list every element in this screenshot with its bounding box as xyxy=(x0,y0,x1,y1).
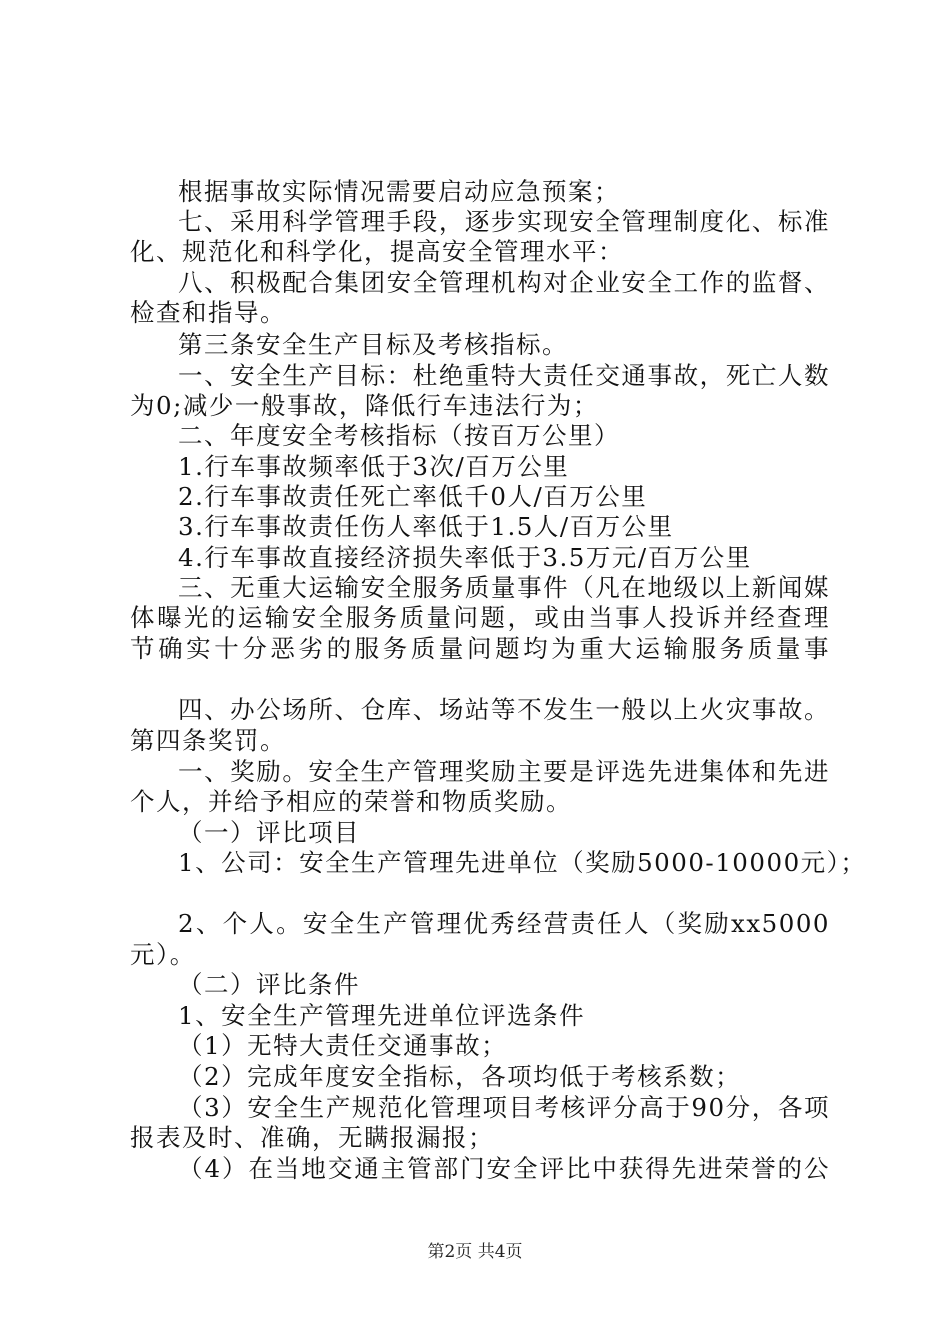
text-line-10: 1.行车事故频率低于3次/百万公里 xyxy=(178,452,570,481)
text-line-11: 2.行车事故责任死亡率低千0人/百万公里 xyxy=(178,482,648,511)
text-line-30: 报表及时、准确，无瞒报漏报； xyxy=(130,1123,494,1152)
text-line-27: （1）无特大责任交通事故； xyxy=(178,1031,508,1060)
text-line-31: （4）在当地交通主管部门安全评比中获得先进荣誉的公 xyxy=(178,1154,830,1183)
text-line-13: 4.行车事故直接经济损失率低于3.5万元/百万公里 xyxy=(178,543,752,572)
text-line-29: （3）安全生产规范化管理项目考核评分高于90分，各项 xyxy=(178,1093,830,1122)
text-line-4: 八、积极配合集团安全管理机构对企业安全工作的监督、 xyxy=(178,268,830,297)
text-line-14: 三、无重大运输安全服务质量事件（凡在地级以上新闻媒 xyxy=(178,573,830,602)
text-line-23: 2、个人。安全生产管理优秀经营责任人（奖励xx5000 xyxy=(178,909,830,938)
text-line-20: 个人，并给予相应的荣誉和物质奖励。 xyxy=(130,787,572,816)
text-line-8: 为0;减少一般事故，降低行车违法行为； xyxy=(130,391,599,420)
section-heading-article-4: 第四条奖罚。 xyxy=(130,726,286,755)
text-line-3: 化、规范化和科学化，提高安全管理水平： xyxy=(130,237,624,266)
text-line-5: 检查和指导。 xyxy=(130,298,286,327)
text-line-19: 一、奖励。安全生产管理奖励主要是评选先进集体和先进 xyxy=(178,757,830,786)
text-line-22: 1、公司：安全生产管理先进单位（奖励5000-10000元）； xyxy=(178,848,867,877)
text-line-1: 根据事故实际情况需要启动应急预案； xyxy=(178,177,620,206)
text-line-9: 二、年度安全考核指标（按百万公里） xyxy=(178,421,620,450)
text-line-17: 四、办公场所、仓库、场站等不发生一般以上火灾事故。 xyxy=(178,695,830,724)
text-line-28: （2）完成年度安全指标，各项均低于考核系数； xyxy=(178,1062,742,1091)
text-line-24: 元）。 xyxy=(130,940,196,969)
section-heading-article-3: 第三条安全生产目标及考核指标。 xyxy=(178,330,568,359)
text-line-12: 3.行车事故责任伤人率低于1.5人/百万公里 xyxy=(178,512,674,541)
text-line-25: （二）评比条件 xyxy=(178,970,360,999)
text-line-16: 节确实十分恶劣的服务质量问题均为重大运输服务质量事 xyxy=(130,634,830,663)
text-line-7: 一、安全生产目标：杜绝重特大责任交通事故，死亡人数 xyxy=(178,361,830,390)
text-line-15: 体曝光的运输安全服务质量问题，或由当事人投诉并经查理 xyxy=(130,603,830,632)
text-line-21: （一）评比项目 xyxy=(178,818,360,847)
page-number-footer: 第2页 共4页 xyxy=(427,1242,523,1262)
text-line-2: 七、采用科学管理手段，逐步实现安全管理制度化、标准 xyxy=(178,207,830,236)
text-line-26: 1、安全生产管理先进单位评选条件 xyxy=(178,1001,586,1030)
